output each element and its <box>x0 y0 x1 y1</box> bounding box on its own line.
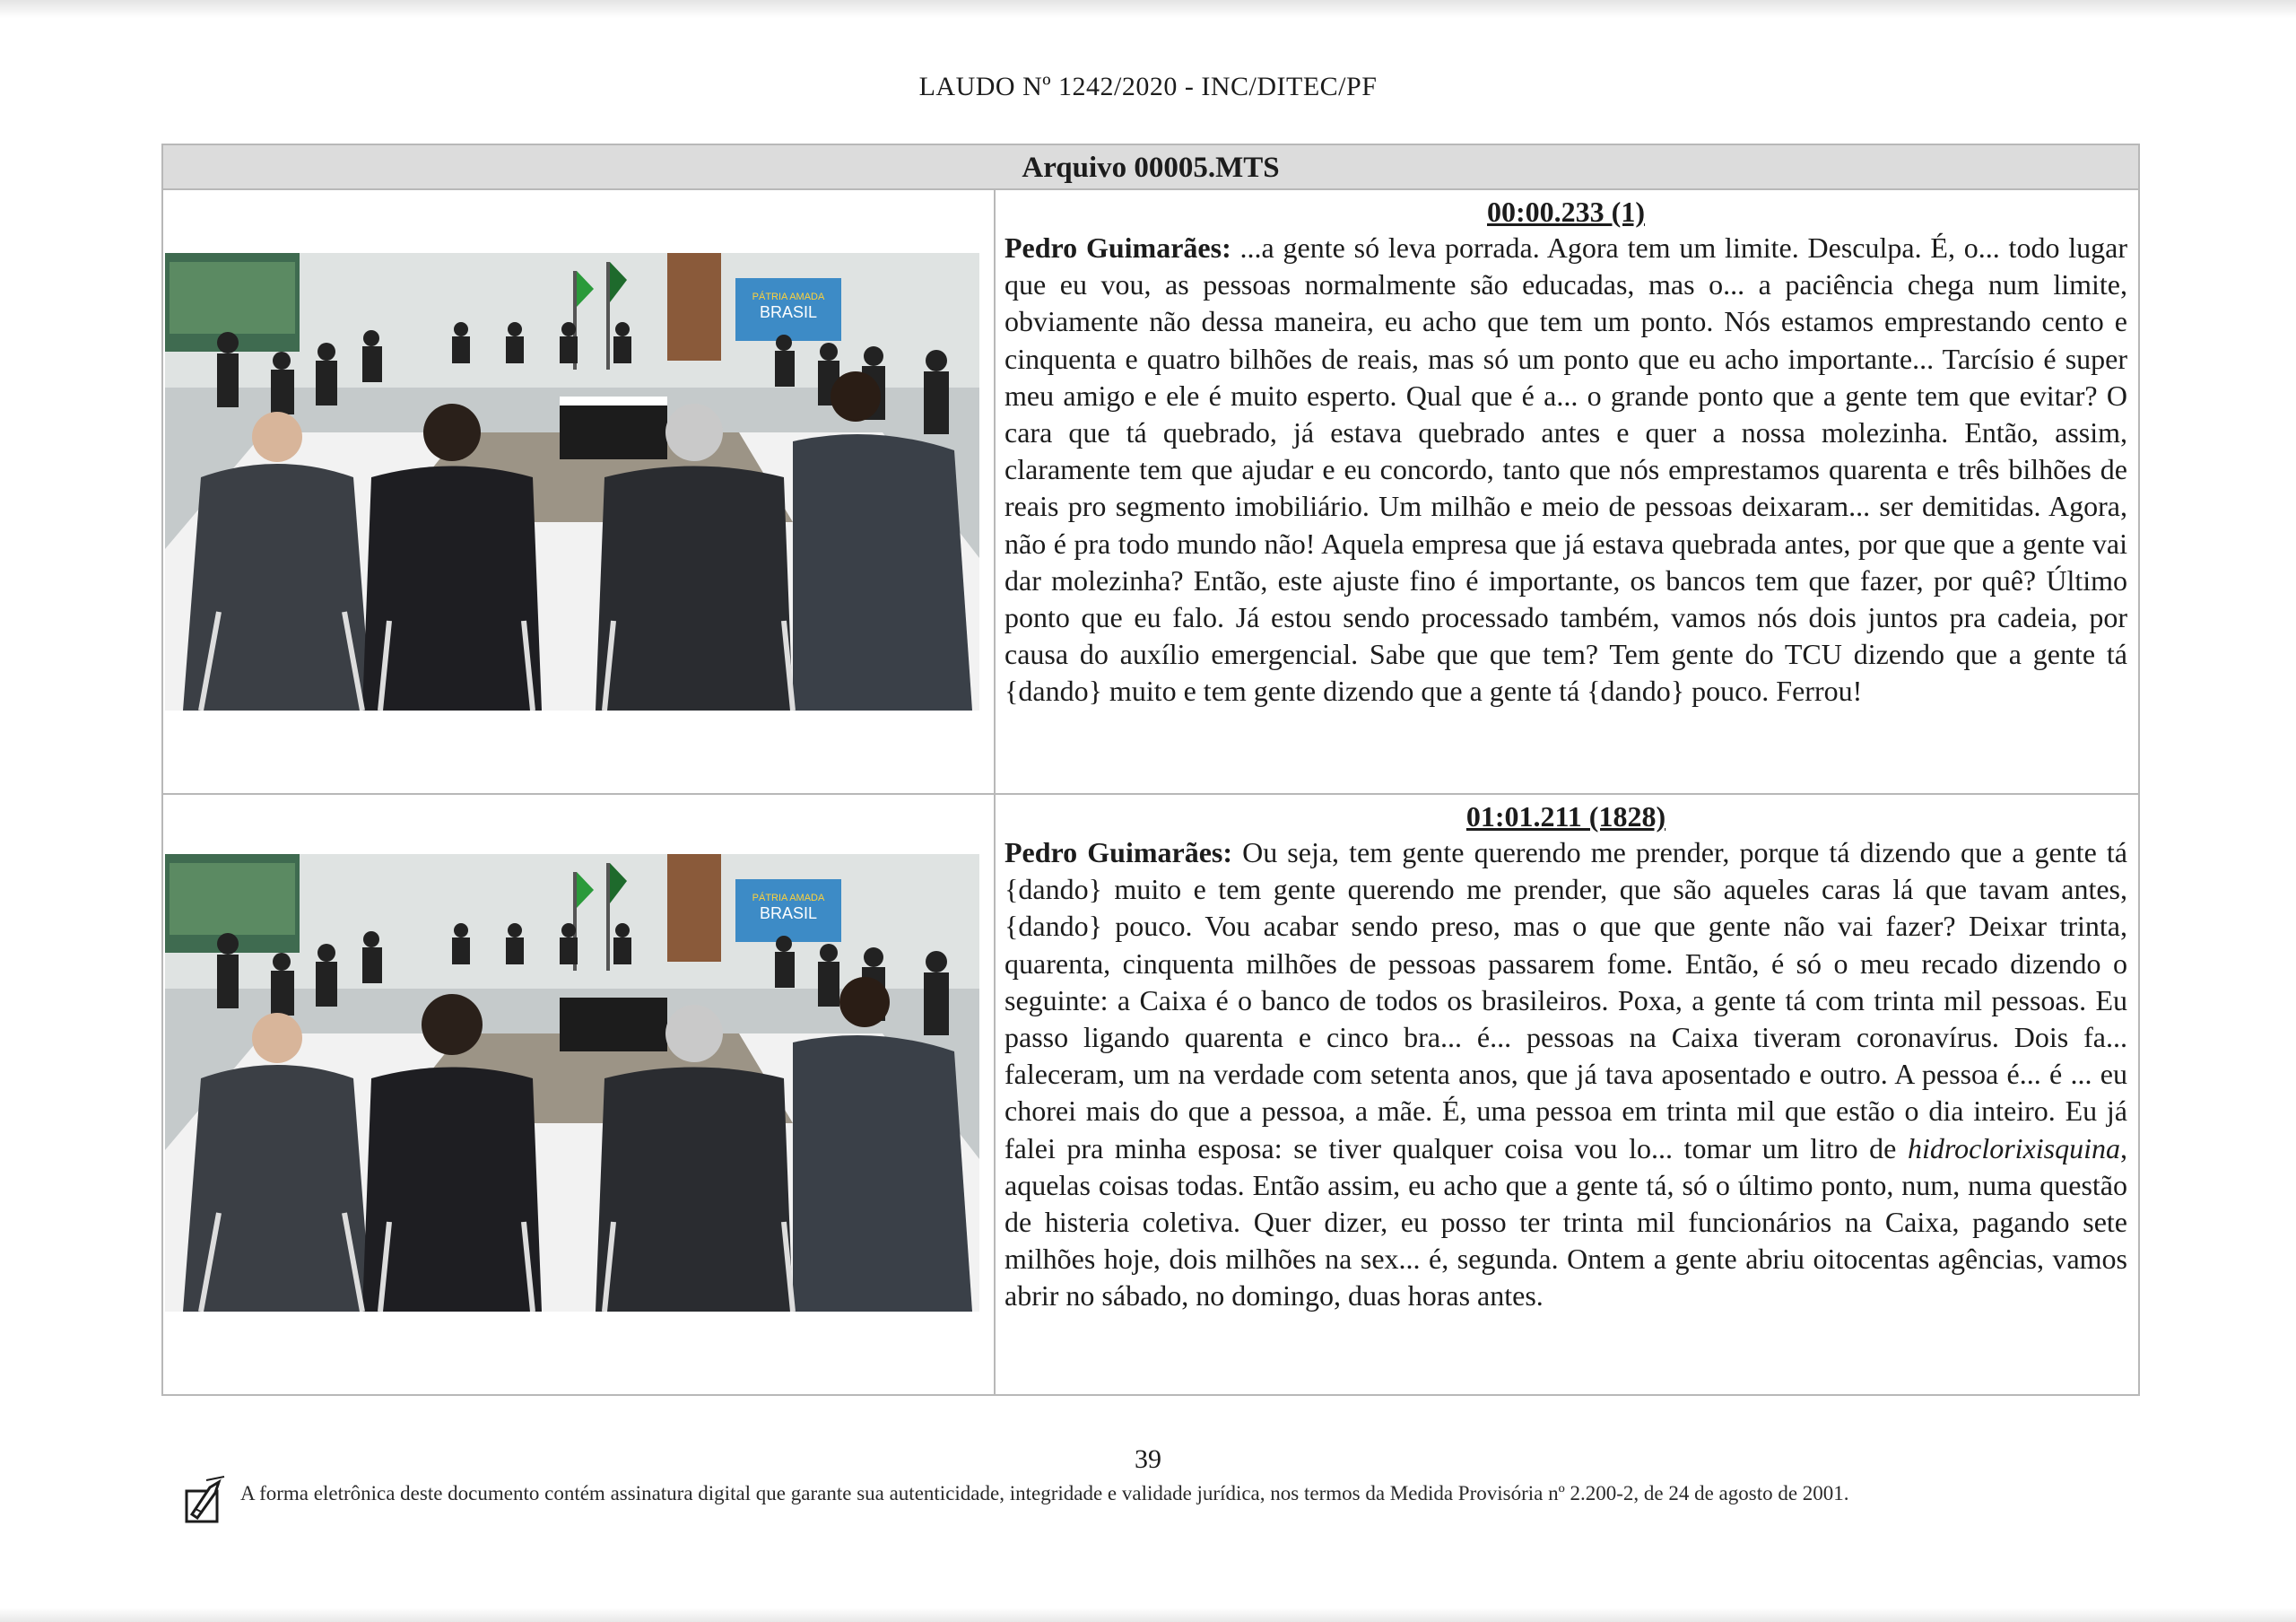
transcript-row <box>163 795 2138 1394</box>
transcript-text <box>1004 230 2127 711</box>
timestamp: 00:00.233 (1) <box>1487 196 1645 228</box>
scan-edge-bottom <box>0 1608 2296 1622</box>
page-header: LAUDO Nº 1242/2020 - INC/DITEC/PF <box>918 72 1378 101</box>
timestamp: 01:01.211 (1828) <box>1465 800 1666 833</box>
svg-text:BRASIL: BRASIL <box>759 303 818 321</box>
image-cell <box>163 190 996 793</box>
transcript-text <box>1004 834 2127 1315</box>
digital-signature-notice: A forma eletrônica deste documento contém assinatura digital que garante sua autenticidade, integridade e validade jurídica, nos termos da Medida Provisória nº 2.200-2, de 24 de agosto de 2001. <box>240 1482 1849 1504</box>
speaker-name: Pedro Guimarães: <box>1004 836 1233 868</box>
meeting-photo-illustration <box>165 253 979 711</box>
speaker-name: Pedro Guimarães: <box>1004 231 1231 264</box>
speech-text: , aquelas coisas todas. Então assim, eu acho que a gente tá, só o último ponto, num, numa questão de histeria coletiva. Quer dizer, eu posso ter trinta mil funcionários na Caixa, pagando sete milhões hoje, dois milhões na sex... é, segunda. Ontem a gente abriu oitocentas agências, vamos abrir no sábado, no domingo, duas horas antes. <box>1004 1131 2127 1312</box>
transcript-cell <box>996 190 2135 793</box>
svg-text:BRASIL: BRASIL <box>759 904 818 922</box>
scan-edge-top <box>0 0 2296 18</box>
image-cell <box>163 795 996 1394</box>
transcript-table <box>161 144 2140 1396</box>
transcript-cell <box>996 795 2135 1394</box>
page-number: 39 <box>1135 1444 1161 1474</box>
speech-text: ...a gente só leva porrada. Agora tem um limite. Desculpa. É, o... todo lugar que eu vou, as pessoas normalmente são educadas, mas o... a paciência chega num limite, obviamente não dessa maneira, eu acho que tem um ponto. Nós estamos emprestando cento e cinquenta e quatro bilhões de reais, mas só um ponto que eu acho importante... Tarcísio é super meu amigo e ele é muito esperto. Qual que é a... o grande ponto que a gente tem que evitar? O cara que tá quebrado, já estava quebrado antes e quer a nossa molezinha. Então, assim, claramente tem que ajudar e eu concordo, tanto que nós emprestamos quarenta e três bilhões de reais pro segmento imobiliário. Um milhão e meio de pessoas deixaram... ser demitidas. Agora, não é pra todo mundo não! Aquela empresa que já estava quebrada antes, por que que a gente vai dar molezinha? Então, este ajuste fino é importante, os bancos tem que fazer, por quê? Último ponto que eu falo. Já estou sendo processado também, vamos nós dois juntos pra cadeia, por causa do auxílio emergencial. Sabe que que tem? Tem gente do TCU dizendo que a gente tá {dando} muito e tem gente dizendo que a gente tá {dando} pouco. Ferrou! <box>1004 231 2128 708</box>
svg-text:PÁTRIA AMADA: PÁTRIA AMADA <box>752 893 825 903</box>
digital-signature-icon <box>179 1473 231 1525</box>
table-title: Arquivo 00005.MTS <box>163 145 2138 190</box>
svg-text:PÁTRIA AMADA: PÁTRIA AMADA <box>752 292 825 302</box>
meeting-photo <box>165 253 979 711</box>
meeting-photo-illustration <box>165 854 979 1312</box>
transcript-row <box>163 190 2138 795</box>
italic-term: hidroclorixisquina <box>1907 1131 2120 1164</box>
meeting-photo <box>165 854 979 1312</box>
speech-text: Ou seja, tem gente querendo me prender, porque tá dizendo que a gente tá {dando} muito e tem gente querendo me prender, que são aqueles caras lá que tavam antes, {dando} pouco. Vou acabar sendo preso, mas o que que gente não vai fazer? Deixar trinta, quarenta, cinquenta milhões de pessoas passarem fome. Então, é só o meu recado dizendo o seguinte: a Caixa é o banco de todos os brasileiros. Poxa, a gente tá com trinta mil pessoas. Eu passo ligando quarenta e cinco bra... é... pessoas na Caixa tiveram coronavírus. Dois fa... faleceram, um na verdade com setenta anos, que já tava aposentado e outro. A pessoa é... é ... eu chorei mais do que a pessoa, a mãe. É, uma pessoa em trinta mil que estão o dia inteiro. Eu já falei pra minha esposa: se tiver qualquer coisa vou lo... tomar um litro de <box>1004 836 2128 1164</box>
